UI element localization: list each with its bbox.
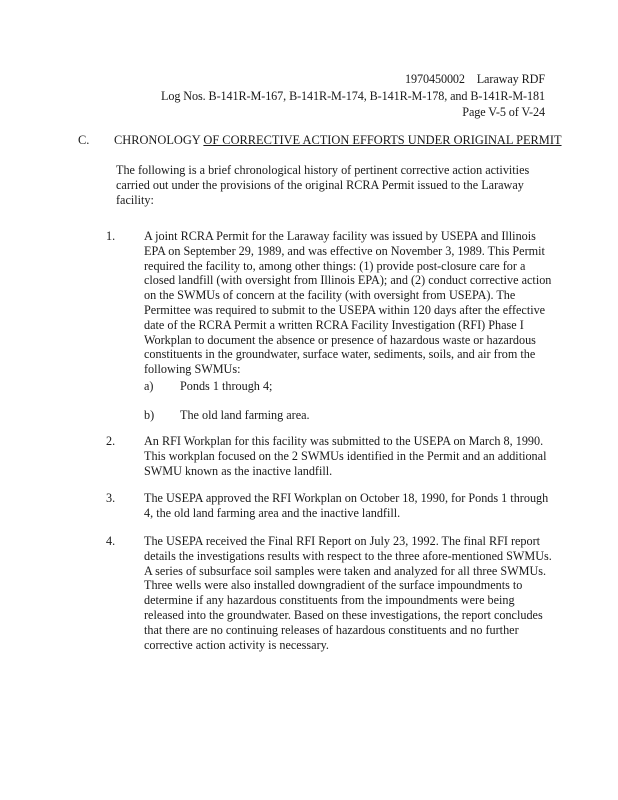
intro-paragraph: The following is a brief chronological history of pertinent corrective action activities carried out under the provisions of the original RCRA Permit issued to the Laraway facility: xyxy=(116,163,530,207)
sub-list-marker: a) xyxy=(144,379,154,393)
list-item-number: 1. xyxy=(106,229,116,243)
list-item-number: 2. xyxy=(106,434,116,448)
sub-list-item xyxy=(144,408,310,423)
section-title-underlined: OF CORRECTIVE ACTION EFFORTS UNDER ORIGINAL PERMIT xyxy=(203,133,562,147)
list-item-text: The USEPA received the Final RFI Report on July 23, 1992. The final RFI report details the investigations results with respect to the three afore-mentioned SWMUs. A series of subsurface soil samples were taken and analyzed for all three SWMUs. Three wells were also installed downgradient of the surface impoundments to determine if any hazardous constituents from the impoundments were being released into the groundwater. Based on these investigations, the report concludes that there are no continuing releases of hazardous constituents and no further corrective action activity is necessary. xyxy=(144,534,552,652)
section-letter: C. xyxy=(78,133,90,147)
section-heading xyxy=(78,133,562,148)
list-item-text: A joint RCRA Permit for the Laraway facility was issued by USEPA and Illinois EPA on September 29, 1989, and was effective on November 3, 1989. This Permit required the facility to, among other things: (1) provide post-closure care for a closed landfill (with oversight from Illinois EPA); and (2) conduct corrective action on the SWMUs of concern at the facility (with oversight from USEPA). The Permittee was required to submit to the USEPA within 120 days after the effective date of the RCRA Permit a written RCRA Facility Investigation (RFI) Phase I Workplan to document the absence or presence of hazardous waste or hazardous constituents in the groundwater, surface water, sediments, soils, and air from the following SWMUs: xyxy=(144,229,552,377)
list-item-number: 3. xyxy=(106,491,116,505)
sub-list-item xyxy=(144,379,272,394)
list-item xyxy=(106,491,556,521)
header-doc-id: 1970450002 Laraway RDF xyxy=(404,72,545,86)
list-item xyxy=(106,229,556,377)
list-item xyxy=(106,434,556,478)
list-item xyxy=(106,534,556,652)
list-item-text: The USEPA approved the RFI Workplan on October 18, 1990, for Ponds 1 through 4, the old land farming area and the inactive landfill. xyxy=(144,491,549,520)
sub-list-text: Ponds 1 through 4; xyxy=(180,379,273,393)
list-item-text: An RFI Workplan for this facility was submitted to the USEPA on March 8, 1990. This workplan focused on the 2 SWMUs identified in the Permit and an additional SWMU known as the inactive landfill. xyxy=(144,434,547,478)
page-header xyxy=(161,71,545,121)
header-page-number: Page V-5 of V-24 xyxy=(462,105,545,119)
list-item-number: 4. xyxy=(106,534,116,548)
section-title-plain: CHRONOLOGY xyxy=(114,133,204,147)
sub-list-marker: b) xyxy=(144,408,155,422)
sub-list-text: The old land farming area. xyxy=(180,408,310,422)
header-log-numbers: Log Nos. B-141R-M-167, B-141R-M-174, B-141R-M-178, and B-141R-M-181 xyxy=(161,88,545,103)
